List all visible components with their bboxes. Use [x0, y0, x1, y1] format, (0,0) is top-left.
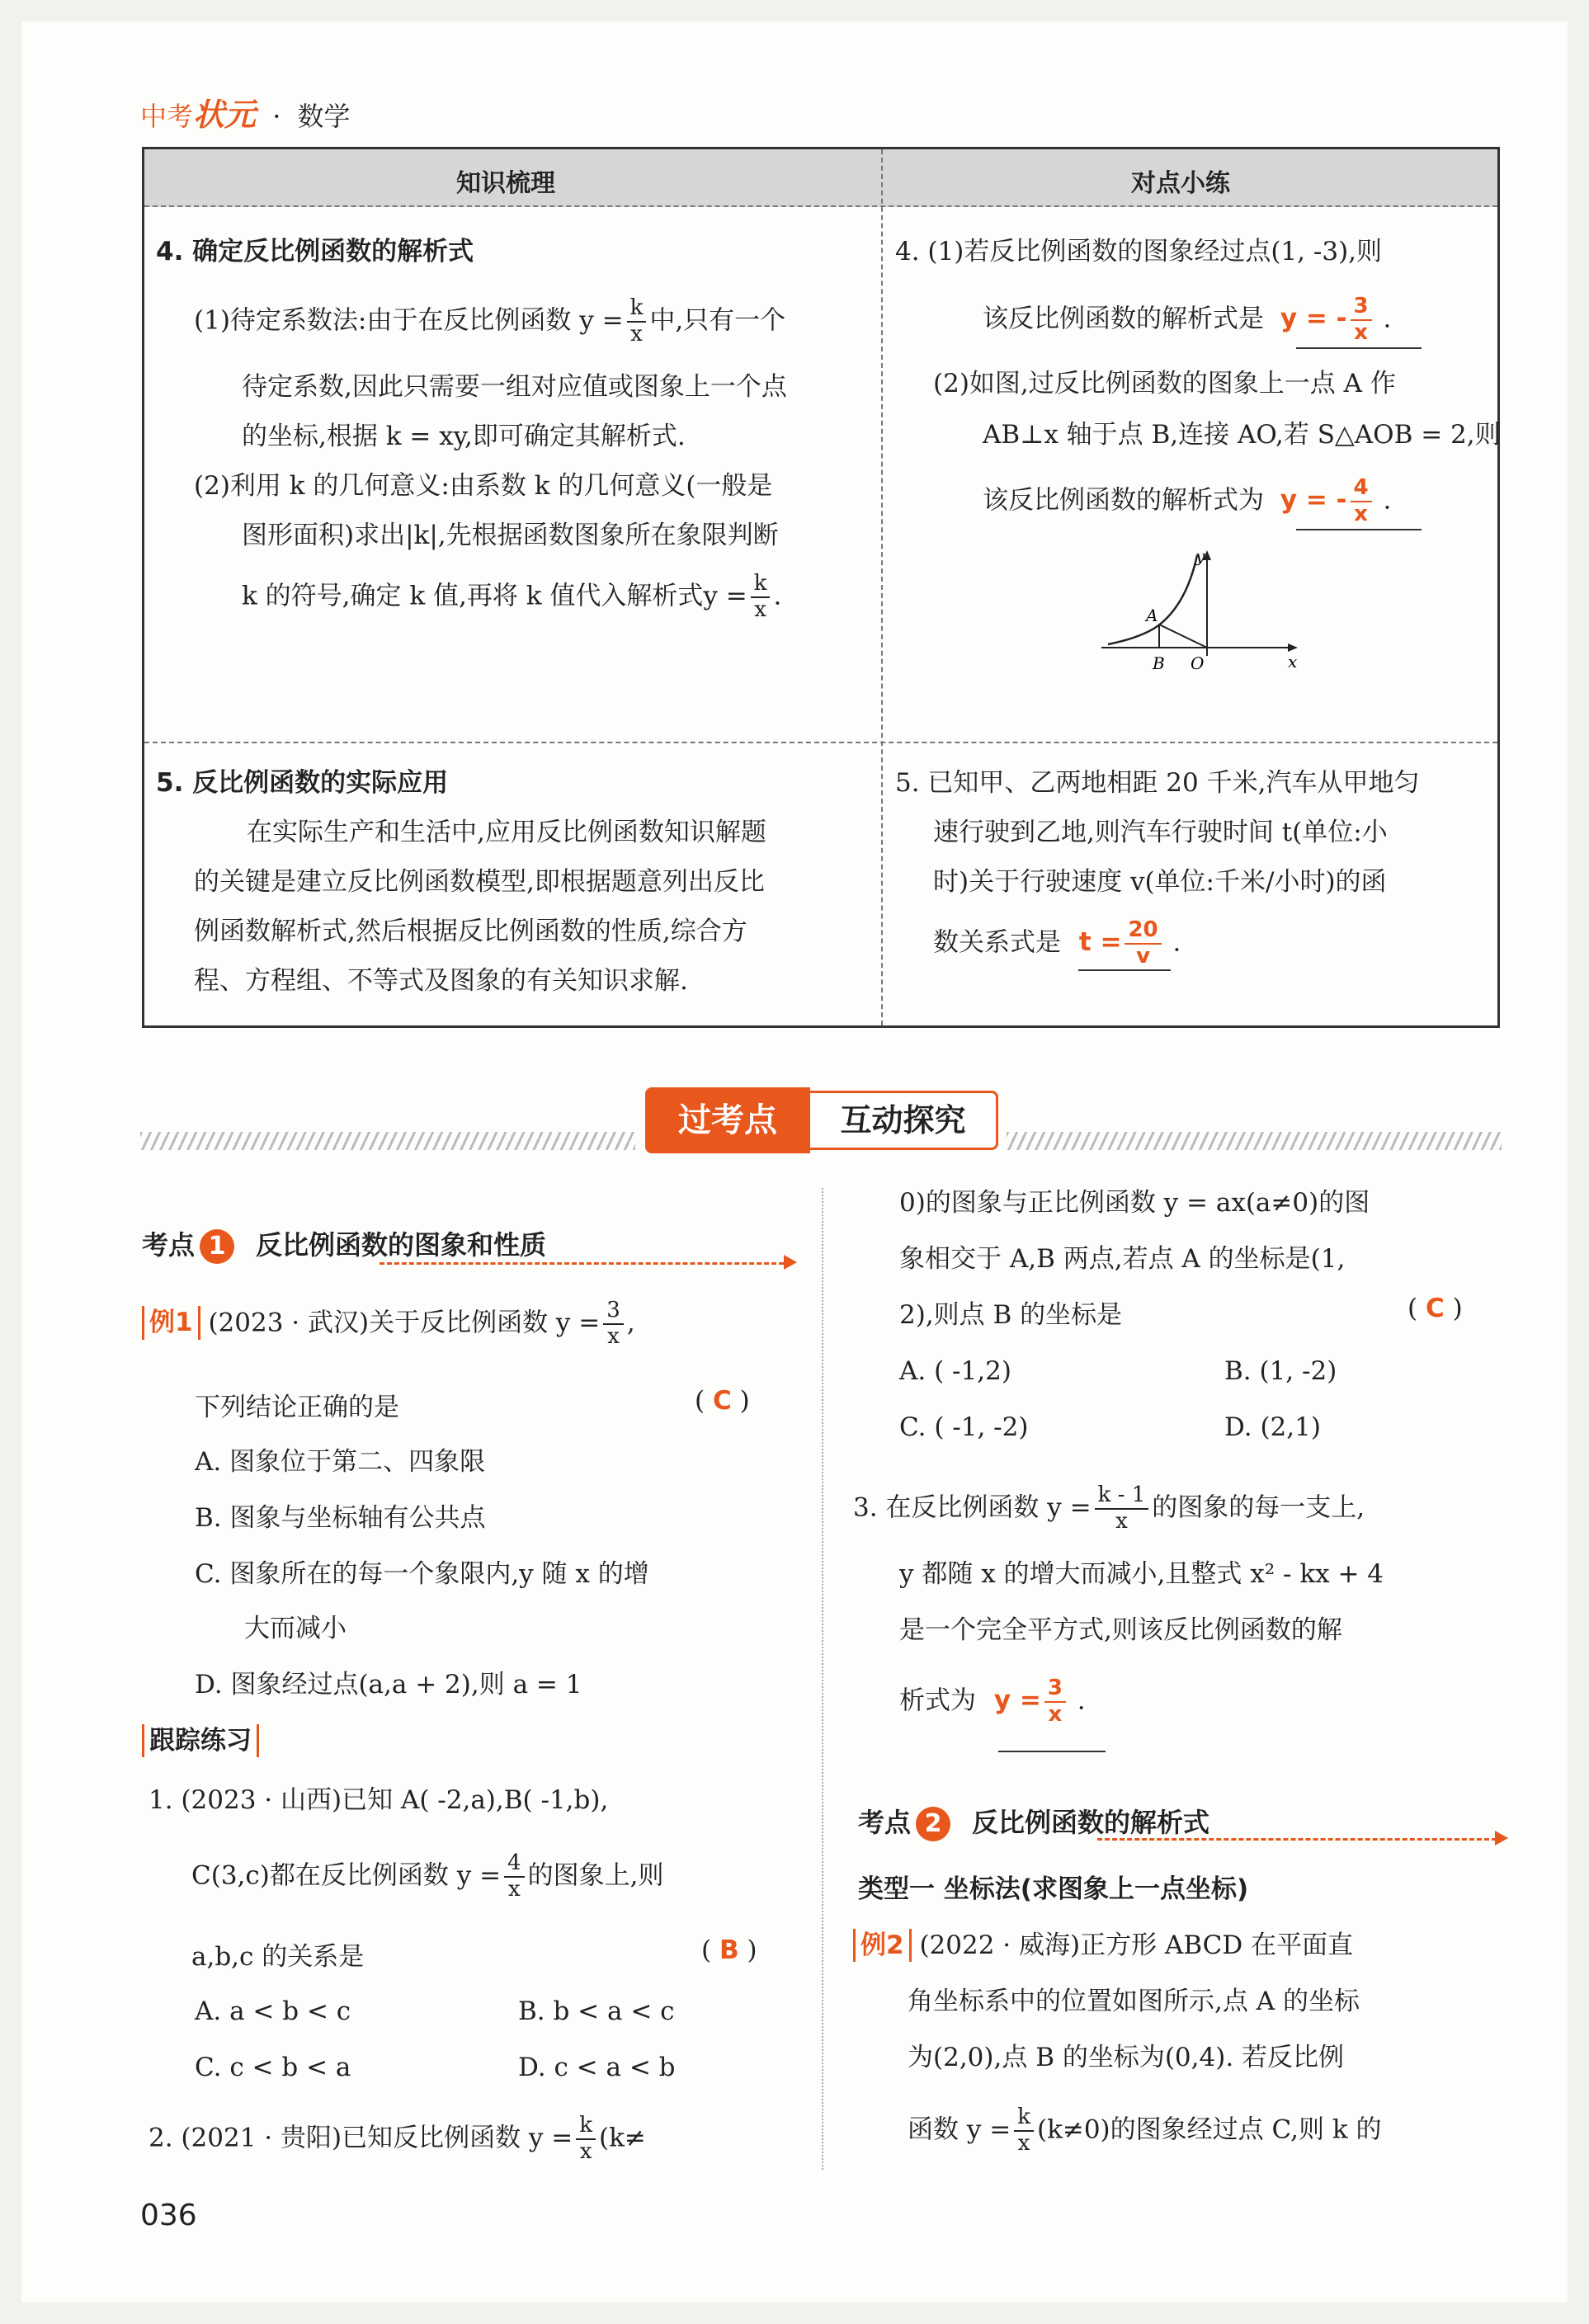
left5-line1: 在实际生产和生活中,应用反比例函数知识解题 [247, 818, 766, 847]
q2-line4: 2),则点 B 的坐标是 [899, 1300, 1123, 1330]
right4-q2-line3: 该反比例函数的解析式为 y = - $\frac{4}{x}$ . [983, 475, 1392, 526]
right4-q2-line2: AB⊥x 轴于点 B,连接 AO,若 S△AOB = 2,则 [983, 420, 1501, 450]
answer-underline [1296, 347, 1422, 349]
q2-line2: 0)的图象与正比例函数 y = ax(a≠0)的图 [899, 1188, 1370, 1218]
left4-p1-line1: (1)待定系数法:由于在反比例函数 y = $\frac{k}{x}$ 中,只有一个 [194, 295, 786, 346]
ex1-label: 例1 [142, 1306, 200, 1339]
col2-header: 对点小练 [1131, 169, 1230, 198]
banner-tag-a: 过考点 [645, 1087, 810, 1153]
q1-line1: 1. (2023 · 山西)已知 A( -2,a),B( -1,b), [149, 1785, 609, 1815]
ex2-line4: 函数 y = $\frac{k}{x}$ (k≠0)的图象经过点 C,则 k 的 [908, 2105, 1382, 2156]
banner-tag-b: 互动探究 [810, 1091, 998, 1150]
answer-underline [998, 1751, 1106, 1752]
ex1-option-c: C. 图象所在的每一个象限内,y 随 x 的增 [195, 1559, 649, 1589]
q2-line3: 象相交于 A,B 两点,若点 A 的坐标是(1, [899, 1244, 1346, 1274]
x-axis-arrow [1288, 643, 1298, 652]
q1-answer: ( B ) [701, 1935, 757, 1965]
right5-line3: 时)关于行驶速度 v(单位:千米/小时)的函 [933, 867, 1387, 897]
ex2-line2: 角坐标系中的位置如图所示,点 A 的坐标 [908, 1987, 1360, 2016]
ex1-option-a: A. 图象位于第二、四象限 [195, 1447, 486, 1477]
ex2-line3: 为(2,0),点 B 的坐标为(0,4). 若反比例 [908, 2043, 1345, 2072]
q2-option-c: C. ( -1, -2) [899, 1412, 1029, 1442]
subject-title: 数学 [297, 101, 351, 132]
section-banner [140, 1087, 1502, 1153]
section5-title: 5. 反比例函数的实际应用 [156, 768, 449, 798]
ex1-stem-line2: 下列结论正确的是 [195, 1393, 399, 1422]
label-b: B [1153, 653, 1165, 673]
ex1-option-d: D. 图象经过点(a,a + 2),则 a = 1 [195, 1670, 582, 1699]
hyperbola-curve [1108, 555, 1197, 644]
q3-line4: 析式为 y = $\frac{3}{x}$ . [899, 1676, 1086, 1727]
hyperbola-graph [1100, 547, 1314, 695]
label-y: y [1195, 547, 1205, 566]
right4-q2-line1: (2)如图,过反比例函数的图象上一点 A 作 [933, 369, 1396, 398]
ex1-option-b: B. 图象与坐标轴有公共点 [195, 1503, 486, 1533]
heading-arrow-line [380, 1262, 784, 1265]
table-header [144, 149, 1497, 207]
ex1-answer: ( C ) [695, 1386, 750, 1416]
label-x: x [1288, 652, 1298, 672]
kaodian1-number: 1 [200, 1229, 234, 1264]
left4-p2-line2: 图形面积)求出|k|,先根据函数图象所在象限判断 [242, 521, 779, 550]
right4-q1-line1: 4. (1)若反比例函数的图象经过点(1, -3),则 [895, 237, 1383, 266]
ex1-option-c-cont: 大而减小 [244, 1614, 347, 1643]
right5-line2: 速行驶到乙地,则汽车行驶时间 t(单位:小 [933, 818, 1388, 847]
kaodian2-heading: 考点 2 反比例函数的解析式 [858, 1802, 1209, 1841]
section4-title: 4. 确定反比例函数的解析式 [156, 237, 474, 266]
answer-underline [1296, 529, 1422, 530]
q2-option-d: D. (2,1) [1224, 1412, 1321, 1442]
q3-line3: 是一个完全平方式,则该反比例函数的解 [899, 1615, 1342, 1645]
hatch-left [140, 1132, 635, 1150]
header: 中考状元 · 数学 [140, 97, 351, 133]
page-number: 036 [140, 2199, 197, 2232]
right5-line4: 数关系式是 t = $\frac{20}{v}$ . [933, 917, 1181, 969]
answer-underline [1078, 969, 1171, 971]
left4-p2-line3: k 的符号,确定 k 值,再将 k 值代入解析式y = $\frac{k}{x}$ . [242, 571, 782, 622]
kaodian2-number: 2 [916, 1807, 950, 1841]
right5-line1: 5. 已知甲、乙两地相距 20 千米,汽车从甲地匀 [895, 768, 1420, 798]
q2-line1: 2. (2021 · 贵阳)已知反比例函数 y = $\frac{k}{x}$ (k≠ [149, 2113, 646, 2164]
left4-p1-line3: 的坐标,根据 k = xy,即可确定其解析式. [242, 422, 686, 451]
q1-option-c: C. c < b < a [195, 2053, 351, 2082]
left5-line3: 例函数解析式,然后根据反比例函数的性质,综合方 [194, 917, 747, 946]
left5-line4: 程、方程组、不等式及图象的有关知识求解. [194, 966, 688, 996]
q1-option-b: B. b < a < c [518, 1996, 675, 2026]
ex2-line1: 例2 (2022 · 威海)正方形 ABCD 在平面直 [853, 1929, 1353, 1962]
segment-ao [1159, 625, 1207, 648]
q3-line2: y 都随 x 的增大而减小,且整式 x² - kx + 4 [899, 1559, 1384, 1589]
column-divider [881, 149, 883, 1025]
q1-line3: a,b,c 的关系是 [191, 1942, 365, 1972]
type1-heading: 类型一 坐标法(求图象上一点坐标) [858, 1874, 1249, 1904]
hatch-right [1007, 1132, 1502, 1150]
column-divider [822, 1188, 823, 2170]
left4-p2-line1: (2)利用 k 的几何意义:由系数 k 的几何意义(一般是 [194, 471, 773, 501]
q1-line2: C(3,c)都在反比例函数 y = $\frac{4}{x}$ 的图象上,则 [191, 1850, 664, 1902]
brand-logo: 中考状元 [140, 97, 257, 133]
q2-option-b: B. (1, -2) [1224, 1356, 1337, 1386]
col1-header: 知识梳理 [456, 169, 555, 198]
follow-practice-label: 跟踪练习 [142, 1724, 259, 1757]
row-divider [144, 742, 1497, 743]
label-a: A [1146, 606, 1158, 625]
knowledge-table [142, 147, 1500, 1028]
left4-p1-line2: 待定系数,因此只需要一组对应值或图象上一个点 [242, 372, 787, 402]
kaodian1-heading: 考点 1 反比例函数的图象和性质 [142, 1224, 546, 1264]
q3-line1: 3. 在反比例函数 y = $\frac{k - 1}{x}$ 的图象的每一支上, [853, 1483, 1365, 1534]
arrow-head-icon [1495, 1831, 1508, 1846]
left5-line2: 的关键是建立反比例函数模型,即根据题意列出反比 [194, 867, 765, 897]
q2-option-a: A. ( -1,2) [899, 1356, 1011, 1386]
q1-option-d: D. c < a < b [518, 2053, 676, 2082]
arrow-head-icon [784, 1255, 797, 1270]
right4-q1-line2: 该反比例函数的解析式是 y = - $\frac{3}{x}$ . [983, 294, 1392, 345]
ex2-label: 例2 [853, 1929, 912, 1962]
q1-option-a: A. a < b < c [195, 1996, 351, 2026]
q2-answer: ( C ) [1407, 1294, 1463, 1323]
heading-arrow-line [1097, 1838, 1497, 1841]
label-o: O [1191, 653, 1205, 673]
ex1-stem-line1: 例1 (2023 · 武汉)关于反比例函数 y = $\frac{3}{x}$ , [142, 1299, 635, 1350]
